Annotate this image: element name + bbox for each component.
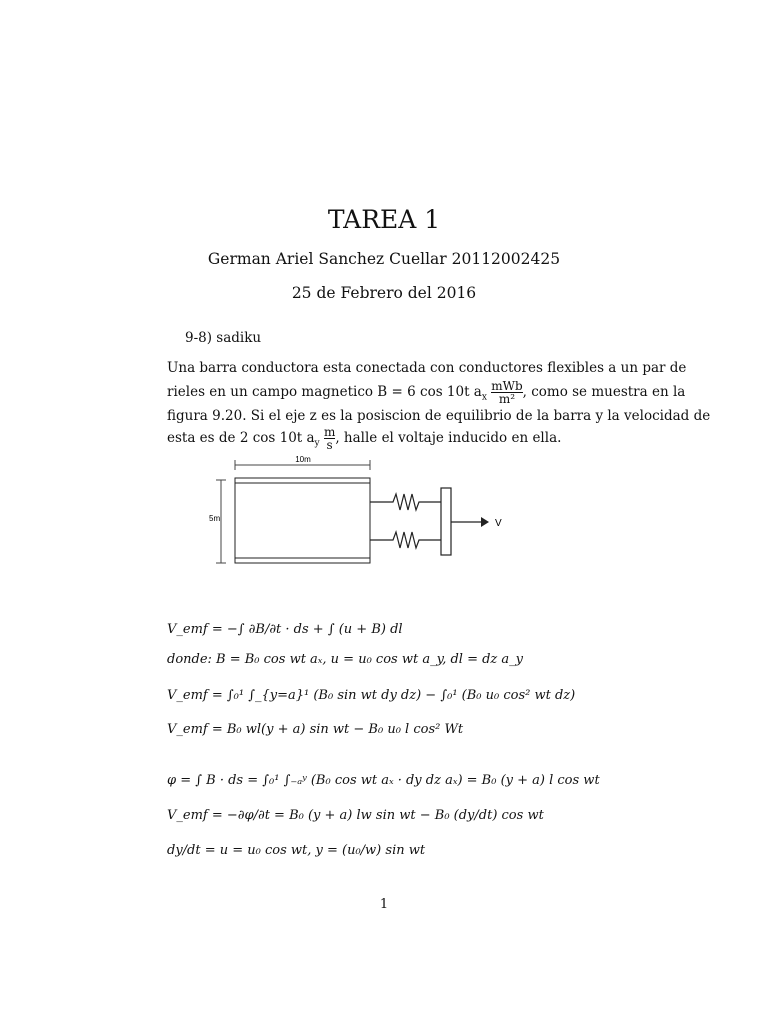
height-label: 5m <box>209 514 221 523</box>
problem-statement <box>167 358 711 453</box>
unit-denominator: m² <box>491 392 522 405</box>
document-title: TAREA 1 <box>327 205 441 234</box>
statement-line-4a: esta es de 2 cos 10t a <box>167 429 315 446</box>
date-line: 25 de Febrero del 2016 <box>291 284 477 302</box>
author-line: German Ariel Sanchez Cuellar 20112002425 <box>207 250 561 268</box>
velocity-arrowhead <box>481 517 489 527</box>
lower-spring <box>370 532 441 548</box>
velocity-label: V <box>495 518 502 529</box>
bottom-rail <box>235 558 370 563</box>
page-number: 1 <box>379 897 389 912</box>
rail-bar-figure <box>205 445 515 585</box>
statement-line-4: esta es de 2 cos 10t $a_y \frac{m}{s}$ , halle el voltaje inducido en ella. <box>167 424 562 452</box>
top-rail <box>235 478 370 483</box>
equation-2: donde: B = B₀ cos wt aₓ, u = u₀ cos wt a_y, dl = dz a_y <box>167 652 523 667</box>
statement-line-4b: , halle el voltaje inducido en ella. <box>335 429 562 446</box>
equation-4: V_emf = B₀ wl(y + a) sin wt − B₀ u₀ l cos² Wt <box>167 722 464 737</box>
equation-3: V_emf = ∫₀¹ ∫_{y=a}¹ (B₀ sin wt dy dz) − ∫₀¹ (B₀ u₀ cos² wt dz) <box>167 688 576 703</box>
equation-5: φ = ∫ B · ds = ∫₀¹ ∫₋ₐʸ (B₀ cos wt aₓ · dy dz aₓ) = B₀ (y + a) l cos wt <box>167 773 600 788</box>
unit-fraction <box>491 380 522 405</box>
equation-1: V_emf = −∫ ∂B/∂t · ds + ∫ (u + B) dl <box>167 622 403 637</box>
upper-spring <box>370 494 441 510</box>
width-label: 10m <box>295 455 311 464</box>
unit-numerator: mWb <box>491 379 523 393</box>
statement-line-2a: rieles en un campo magnetico B = 6 cos 10t a <box>167 384 482 400</box>
equation-7: dy/dt = u = u₀ cos wt, y = (u₀/w) sin wt <box>167 843 426 858</box>
statement-line-2b: , como se muestra en la <box>522 384 686 400</box>
statement-line-1: Una barra conductora esta conectada con conductores flexibles a un par de <box>167 360 687 376</box>
sliding-bar <box>441 488 451 555</box>
statement-line-2: rieles en un campo magnetico B = 6 cos 10t $a_x$ mWb m² , como se muestra en la <box>167 379 686 406</box>
statement-line-3: figura 9.20. Si el eje z es la posiscion de equilibrio de la barra y la velocidad de <box>167 407 711 424</box>
problem-reference: 9-8) sadiku <box>185 330 262 346</box>
equation-6: V_emf = −∂φ/∂t = B₀ (y + a) lw sin wt − B₀ (dy/dt) cos wt <box>167 808 544 823</box>
velocity-unit-denominator: s <box>324 438 335 451</box>
velocity-unit-numerator: m <box>323 424 336 439</box>
